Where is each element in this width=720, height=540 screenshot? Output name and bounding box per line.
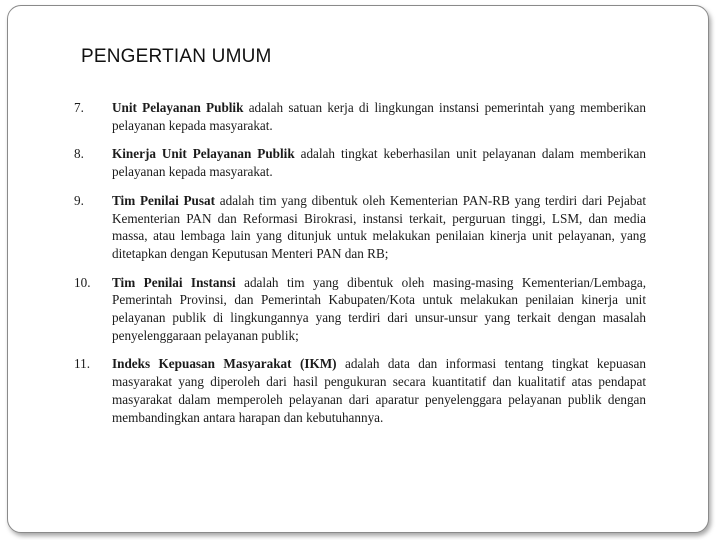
slide-title: PENGERTIAN UMUM (81, 46, 272, 67)
item-term: Kinerja Unit Pelayanan Publik (112, 146, 295, 162)
item-definition: adalah tim yang dibentuk oleh Kementerian PAN-RB yang terdiri dari Pejabat Kementerian PAN dan Reformasi Birokrasi, instansi terkait, perguruan tinggi, LSM, dan media massa, atau lembaga lain yang ditunjuk untuk melakukan penilaian kinerja unit pelayanan, yang ditetapkan dengan Keputusan Menteri PAN dan RB; (112, 192, 646, 261)
item-number: 10. (74, 274, 91, 290)
item-term: Indeks Kepuasan Masyarakat (IKM) (112, 356, 337, 372)
item-term: Tim Penilai Pusat (112, 192, 216, 208)
definition-item-11 (74, 355, 646, 426)
definitions-list (74, 99, 646, 437)
item-number: 7. (74, 100, 84, 115)
slide-card (7, 5, 709, 533)
item-text (112, 355, 646, 426)
item-text (112, 274, 646, 345)
item-text (112, 192, 646, 263)
item-number: 11. (74, 356, 90, 372)
item-definition: adalah satuan kerja di lingkungan instansi pemerintah yang memberikan pelayanan kepada masyarakat. (112, 100, 646, 133)
definition-item-8 (74, 145, 646, 180)
item-term: Tim Penilai Instansi (112, 274, 236, 290)
item-definition: adalah tingkat keberhasilan unit pelayanan dalam memberikan pelayanan kepada masyarakat. (112, 146, 646, 180)
item-text (112, 145, 646, 180)
definition-item-7 (74, 99, 646, 134)
item-number: 9. (74, 192, 84, 208)
item-text (112, 99, 646, 134)
item-definition: adalah tim yang dibentuk oleh masing-masing Kementerian/Lembaga, Pemerintah Provinsi, dan Pemerintah Kabupaten/Kota untuk melakukan penilaian kinerja unit pelayanan publik di lingkungannya yang terdiri dari unsur-unsur yang terkait dengan masalah penyelenggaraan pelayanan publik; (112, 274, 646, 343)
item-term: Unit Pelayanan Publik (112, 100, 244, 115)
item-number: 8. (74, 146, 84, 162)
item-definition: adalah data dan informasi tentang tingkat kepuasan masyarakat yang diperoleh dari hasil pengukuran secara kuantitatif dan kualitatif atas pendapat masyarakat dalam memperoleh pelayanan dari aparatur penyelenggara pelayanan publik dengan membandingkan antara harapan dan kebutuhannya. (112, 356, 646, 425)
definition-item-9 (74, 192, 646, 263)
definition-item-10 (74, 274, 646, 345)
